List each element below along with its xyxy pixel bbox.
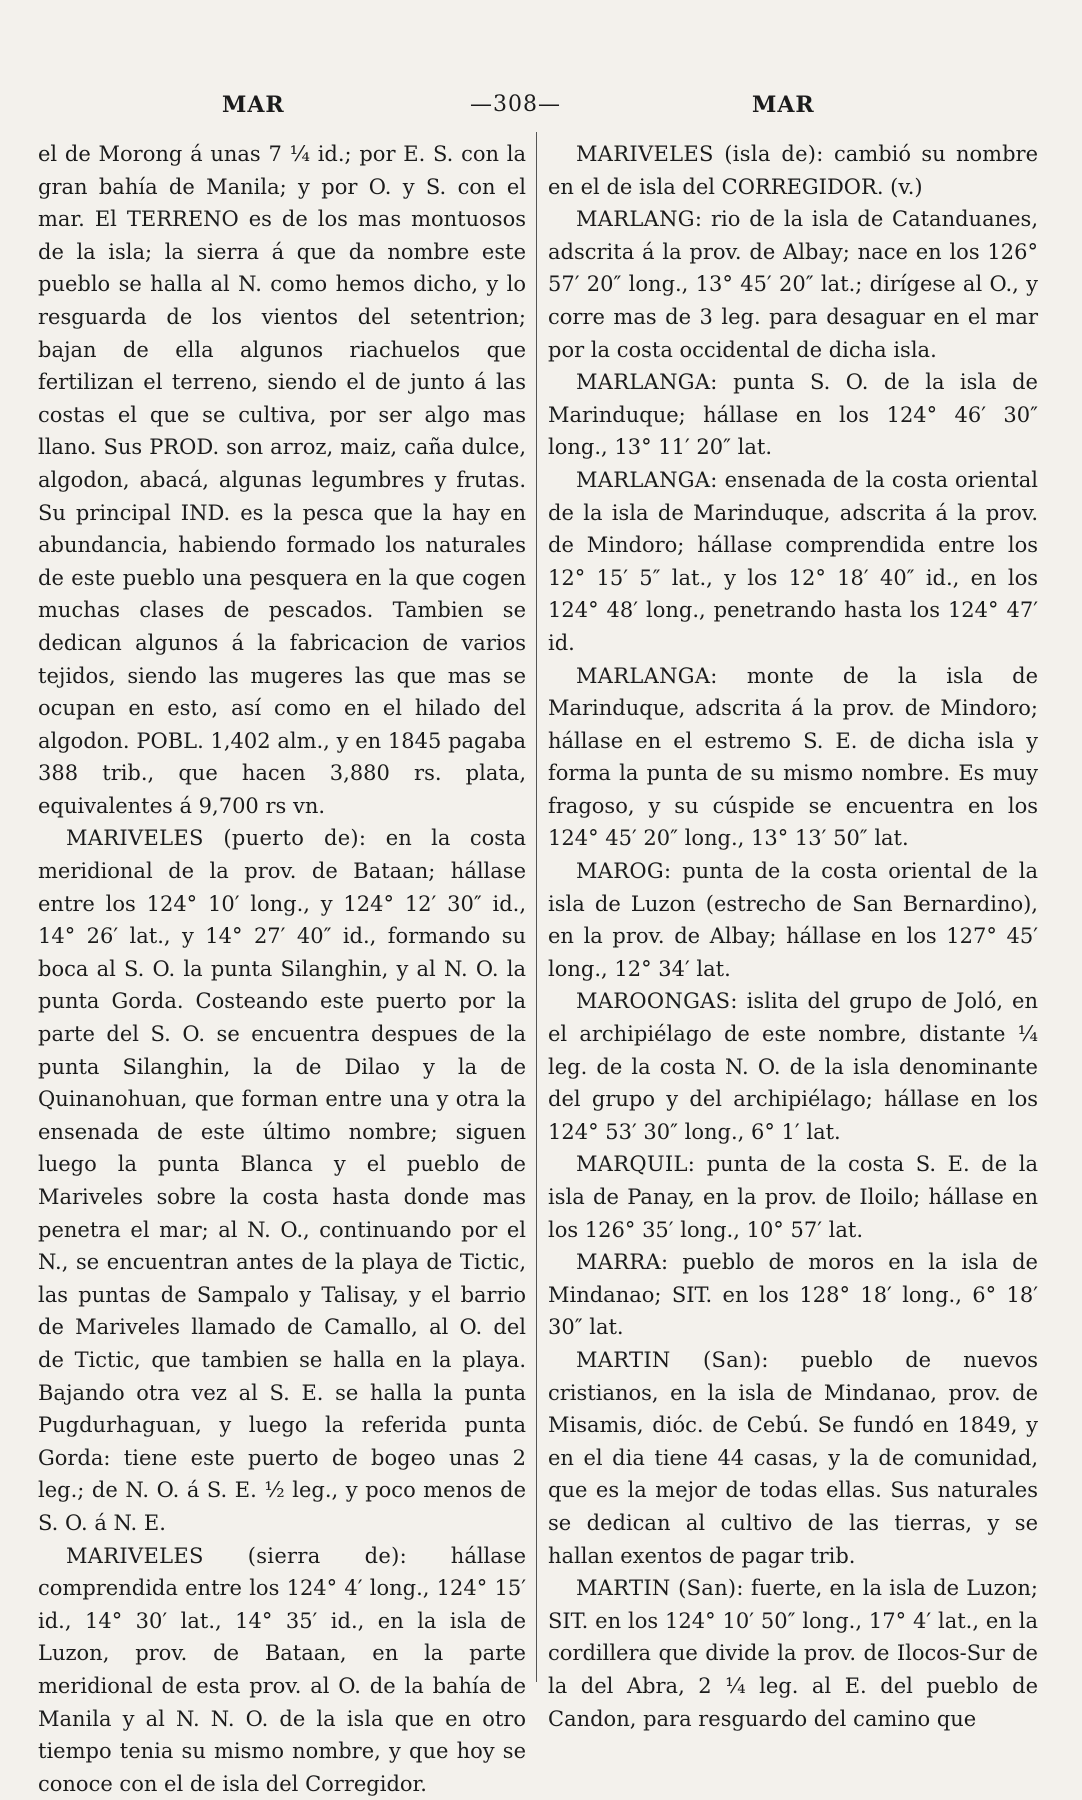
entry-text: pueblo de moros en la isla de Mindanao; SIT. en los 128° 18′ long., 6° 18′ 30″ lat. (548, 1250, 1038, 1340)
entry-text: fuerte, en la isla de Luzon; SIT. en los 124° 10′ 50″ long., 17° 4′ lat., en la cordillera que divide la prov. de Ilocos-Sur de la del Abra, 2 ¼ leg. al E. del pueblo de Candon, para resguardo del camino que (548, 1576, 1038, 1731)
entry-text: en la costa meridional de la prov. de Bataan; hállase entre los 124° 10′ long., y 124° 12′ 30″ id., 14° 26′ lat., y 14° 27′ 40″ id., formando su boca al S. O. la punta Silanghin, y al N. O. la punta Gorda. Costeando este puerto por la parte del S. O. se encuentra despues de la punta Silanghin, la de Dilao y la de Quinanohuan, que forman entre una y otra la ensenada de este último nombre; siguen luego la punta Blanca y el pueblo de Mariveles sobre la costa hasta donde mas penetra el mar; al N. O., continuando por el N., se encuentran antes de la playa de Tictic, las puntas de Sampalo y Talisay, y el barrio de Mariveles llamado de Camallo, al O. del de Tictic, que tambien se halla en la playa. Bajando otra vez al S. E. se halla la punta Pugdurhaguan, y luego la referida punta Gorda: tiene este puerto de bogeo unas 2 leg.; de N. O. á S. E. ½ leg., y poco menos de S. O. á N. E. (38, 826, 527, 1535)
entry-headword: MARIVELES (isla de): (576, 142, 824, 166)
entry-headword: MAROONGAS: (576, 989, 738, 1014)
right-column (548, 138, 1038, 1735)
entry-text: pueblo de nuevos cristianos, en la isla de Mindanao, prov. de Misamis, dióc. de Cebú. Se fundó en 1849, y en el dia tiene 44 casas, y la de comunidad, que es la mejor de todas ellas. Sus naturales se dedican al cultivo de las tierras, y se hallan exentos de pagar trib. (548, 1347, 1038, 1568)
column-divider (536, 132, 537, 1682)
entry-text: punta de la costa S. E. de la isla de Panay, en la prov. de Iloilo; hállase en los 126° 35′ long., 10° 57′ lat. (548, 1152, 1038, 1242)
entry-martin-pueblo (548, 1344, 1038, 1572)
entry-maroongas (548, 985, 1038, 1148)
entry-headword: MARLANGA: (576, 370, 718, 395)
entry-text: hállase comprendida entre los 124° 4′ long., 124° 15′ id., 14° 30′ lat., 14° 35′ id., en la isla de Luzon, prov. de Bataan, en la parte meridional de esta prov. al O. de la bahía de Manila y al N. N. O. de la isla que en otro tiempo tenia su mismo nombre, y que hoy se conoce con el de isla del Corregidor. (38, 1543, 526, 1796)
entry-marlanga-monte (548, 660, 1038, 856)
entry-mariveles-puerto (38, 822, 526, 1539)
entry-mariveles-sierra (38, 1540, 526, 1800)
entry-headword: MARLANGA: (576, 467, 718, 492)
entry-text: ensenada de la costa oriental de la isla de Marinduque, adscrita á la prov. de Mindoro; hállase comprendida entre los 12° 15′ 5″ lat., y los 12° 18′ 40″ id., en los 124° 48′ long., penetrando hasta los 124° 47′ id. (548, 467, 1038, 655)
entry-marog (548, 855, 1038, 985)
running-head-left: MAR (222, 92, 285, 118)
entry-headword: MARIVELES (puerto de): (66, 826, 367, 851)
entry-martin-fuerte (548, 1572, 1038, 1735)
left-column (38, 138, 526, 1800)
entry-marlanga-ensenada (548, 464, 1038, 660)
entry-headword: MARQUIL: (576, 1152, 696, 1177)
entry-text: punta S. O. de la isla de Marinduque; hállase en los 124° 46′ 30″ long., 13° 11′ 20″ lat. (548, 370, 1038, 460)
entry-text: rio de la isla de Catanduanes, adscrita á la prov. de Albay; nace en los 126° 57′ 20″ long., 13° 45′ 20″ lat.; dirígese al O., y corre mas de 3 leg. para desaguar en el mar por la costa occidental de dicha isla. (548, 207, 1038, 362)
running-head-right: MAR (752, 92, 815, 118)
entry-marquil (548, 1148, 1038, 1246)
page-number: —308— (470, 92, 561, 117)
entry-text: punta de la costa oriental de la isla de Luzon (estrecho de San Bernardino), en la prov. de Albay; hállase en los 127° 45′ long., 12° 34′ lat. (548, 859, 1038, 981)
entry-marra (548, 1246, 1038, 1344)
continuation-paragraph: el de Morong á unas 7 ¼ id.; por E. S. con la gran bahía de Manila; y por O. y S. con el mar. El TERRENO es de los mas montuosos de la isla; la sierra á que da nombre este pueblo se halla al N. como hemos dicho, y lo resguarda de los vientos del setentrion; bajan de ella algunos riachuelos que fertilizan el terreno, siendo el de junto á las costas el que se cultiva, por ser algo mas llano. Sus PROD. son arroz, maiz, caña dulce, algodon, abacá, algunas legumbres y frutas. Su principal IND. es la pesca que la hay en abundancia, habiendo formado los naturales de este pueblo una pesquera en la que cogen muchas clases de pescados. Tambien se dedican algunos á la fabricacion de varios tejidos, siendo las mugeres las que mas se ocupan en esto, así como en el hilado del algodon. POBL. 1,402 alm., y en 1845 pagaba 388 trib., que hacen 3,880 rs. plata, equivalentes á 9,700 rs vn. (38, 142, 526, 818)
entry-mariveles-isla (548, 138, 1038, 203)
entry-marlang (548, 203, 1038, 366)
entry-text: cambió su nombre en el de isla del CORREGIDOR. (v.) (548, 142, 1039, 199)
entry-headword: MAROG: (576, 859, 672, 884)
entry-headword: MARIVELES (sierra de): (66, 1543, 407, 1568)
entry-headword: MARTIN (San): (576, 1347, 769, 1372)
entry-headword: MARRA: (576, 1250, 669, 1275)
entry-headword: MARLANG: (576, 207, 703, 232)
entry-text: monte de la isla de Marinduque, adscrita á la prov. de Mindoro; hállase en el estremo S. E. de dicha isla y forma la punta de su mismo nombre. Es muy fragoso, y su cúspide se encuentra en los 124° 45′ 20″ long., 13° 13′ 50″ lat. (548, 663, 1038, 851)
entry-text: islita del grupo de Joló, en el archipiélago de este nombre, distante ¼ leg. de la costa N. O. de la isla denominante del grupo y del archipiélago; hállase en los 124° 53′ 30″ long., 6° 1′ lat. (548, 989, 1038, 1144)
entry-headword: MARTIN (San): (576, 1576, 744, 1601)
entry-marlanga-punta (548, 366, 1038, 464)
entry-headword: MARLANGA: (576, 663, 718, 688)
